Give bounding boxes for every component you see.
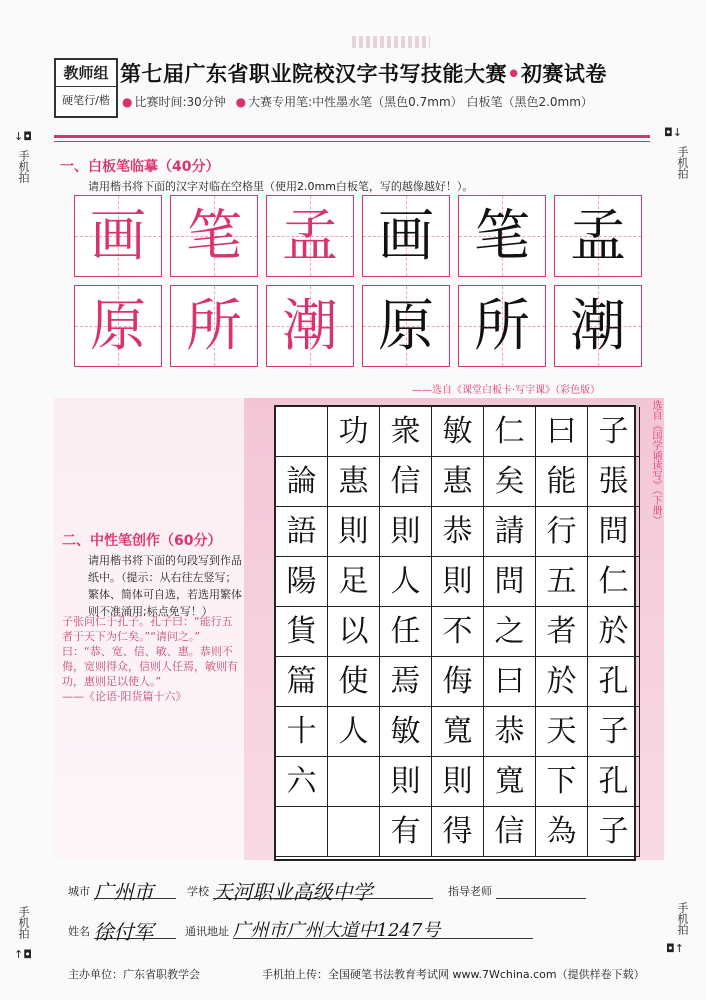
grid-cell[interactable]: 語 — [276, 507, 328, 557]
section2-title: 二、中性笔创作（60分） — [62, 533, 222, 549]
teacher-field[interactable] — [496, 876, 586, 899]
grid-cell[interactable]: 仁 — [588, 557, 640, 607]
grid-cell[interactable]: 五 — [536, 557, 588, 607]
grid-cell[interactable]: 能 — [536, 457, 588, 507]
grid-cell[interactable]: 則 — [328, 507, 380, 557]
grid-cell[interactable]: 篇 — [276, 657, 328, 707]
camera-icon: ◘↓ — [664, 126, 682, 139]
info-row — [68, 916, 533, 944]
grid-cell[interactable]: 行 — [536, 507, 588, 557]
section1-title: 一、白板笔临摹（40分） — [60, 159, 220, 175]
grid-cell[interactable]: 以 — [328, 607, 380, 657]
page-title — [120, 58, 607, 88]
side-label-right-bottom: 手机拍 — [676, 902, 689, 935]
grid-cell[interactable]: 之 — [484, 607, 536, 657]
writing-grid[interactable] — [274, 405, 636, 861]
grid-cell[interactable]: 者 — [536, 607, 588, 657]
time-text: 比赛时间:30分钟 — [134, 95, 226, 109]
grid-cell[interactable]: 曰 — [536, 407, 588, 457]
grid-cell[interactable]: 人 — [380, 557, 432, 607]
grid-cell[interactable]: 則 — [380, 507, 432, 557]
grid-cell[interactable]: 焉 — [380, 657, 432, 707]
grid-cell[interactable]: 曰 — [484, 657, 536, 707]
side-label-left-top: 手机拍 — [17, 150, 30, 183]
grid-cell[interactable]: 問 — [484, 557, 536, 607]
name-label: 姓名 — [68, 925, 90, 938]
camera-icon: ◘↑ — [666, 942, 684, 955]
grid-cell[interactable]: 信 — [484, 807, 536, 857]
grid-cell[interactable]: 不 — [432, 607, 484, 657]
camera-icon: ↑◘ — [14, 948, 32, 961]
grid-cell[interactable]: 天 — [536, 707, 588, 757]
city-field[interactable] — [93, 876, 176, 904]
grid-cell[interactable]: 則 — [380, 757, 432, 807]
grid-cell[interactable]: 子 — [588, 407, 640, 457]
side-label-left-bottom: 手机拍 — [17, 906, 30, 939]
grid-cell[interactable]: 為 — [536, 807, 588, 857]
grid-cell[interactable]: 侮 — [432, 657, 484, 707]
copy-cell[interactable]: 画 — [362, 195, 450, 277]
grid-cell[interactable]: 恭 — [484, 707, 536, 757]
grid-cell[interactable]: 十 — [276, 707, 328, 757]
pen-text: 大赛专用笔:中性墨水笔（黑色0.7mm） 白板笔（黑色2.0mm） — [248, 95, 593, 109]
exam-info — [122, 93, 593, 110]
grid-cell[interactable]: 子 — [588, 707, 640, 757]
address-value: 广州市广州大道中1247号 — [232, 920, 441, 941]
footer-upload: 手机拍上传：全国硬笔书法教育考试网 www.7Wchina.com（提供样卷下载） — [262, 968, 645, 981]
copy-grid — [74, 195, 644, 375]
grid-cell[interactable]: 矣 — [484, 457, 536, 507]
divider — [54, 141, 650, 142]
name-field[interactable] — [93, 916, 176, 944]
grid-cell[interactable]: 下 — [536, 757, 588, 807]
sample-cell: 笔 — [170, 195, 258, 277]
sample-cell: 孟 — [266, 195, 354, 277]
grid-cell[interactable]: 問 — [588, 507, 640, 557]
grid-cell[interactable]: 衆 — [380, 407, 432, 457]
grid-cell[interactable] — [328, 757, 380, 807]
name-value: 徐付军 — [93, 920, 154, 944]
grid-cell[interactable] — [328, 807, 380, 857]
grid-cell[interactable]: 恭 — [432, 507, 484, 557]
divider — [54, 135, 650, 138]
side-label-right-top: 手机拍 — [676, 146, 689, 179]
copy-cell[interactable]: 原 — [362, 285, 450, 367]
section2-right-source: 选自《国学诵读写》（下册） — [650, 400, 661, 525]
grid-cell[interactable]: 陽 — [276, 557, 328, 607]
grid-cell[interactable]: 人 — [328, 707, 380, 757]
school-field[interactable] — [212, 876, 433, 904]
quote-body: 子张问仁于孔子。孔子曰：“能行五者于天下为仁矣。”“请问之。” 曰：“恭、宽、信、敏、惠。恭则不侮，宽则得众，信则人任焉，敏则有功，惠则足以使人。” — [62, 615, 238, 688]
group-label: 教师组 — [56, 60, 116, 87]
grid-cell[interactable]: 貨 — [276, 607, 328, 657]
grid-cell[interactable]: 寬 — [432, 707, 484, 757]
section1-source: ——选自《课堂白板卡·写字课》（彩色版） — [412, 385, 601, 396]
grid-cell[interactable]: 於 — [588, 607, 640, 657]
sample-cell: 潮 — [266, 285, 354, 367]
grid-cell[interactable]: 則 — [432, 757, 484, 807]
school-value: 天河职业高级中学 — [212, 880, 373, 904]
bullet-icon: ● — [235, 95, 247, 109]
sample-cell: 画 — [74, 195, 162, 277]
grid-cell[interactable]: 惠 — [432, 457, 484, 507]
footer-organizer: 主办单位：广东省职教学会 — [68, 968, 200, 981]
grid-cell[interactable]: 寬 — [484, 757, 536, 807]
sample-cell: 原 — [74, 285, 162, 367]
quote-text — [62, 614, 238, 704]
grid-cell[interactable]: 功 — [328, 407, 380, 457]
teacher-label: 指导老师 — [448, 885, 492, 898]
address-field[interactable] — [233, 916, 533, 939]
grid-cell[interactable] — [276, 407, 328, 457]
bullet-icon: ● — [122, 95, 133, 109]
school-label: 学校 — [187, 885, 209, 898]
grid-cell[interactable]: 於 — [536, 657, 588, 707]
section1-instruction: 请用楷书将下面的汉字对临在空格里（使用2.0mm白板笔，写的越像越好！）。 — [88, 180, 474, 193]
camera-icon: ↓◘ — [14, 130, 32, 143]
title-suffix: 初赛试卷 — [520, 62, 607, 86]
city-value: 广州市 — [93, 880, 154, 904]
grid-cell[interactable]: 子 — [588, 807, 640, 857]
grid-cell[interactable]: 得 — [432, 807, 484, 857]
address-label: 通讯地址 — [185, 925, 229, 938]
grid-cell[interactable]: 敏 — [432, 407, 484, 457]
grid-cell[interactable]: 使 — [328, 657, 380, 707]
grid-cell[interactable]: 仁 — [484, 407, 536, 457]
section2-instruction: 请用楷书将下面的句段写到作品纸中。（提示：从右往左竖写；繁体、简体可自选，若选用繁体则不准涌用;标点免写！） — [88, 554, 242, 618]
quote-source: ——《论语·阳货篇十六》 — [62, 690, 187, 703]
group-box — [54, 58, 118, 118]
copy-cell[interactable]: 所 — [458, 285, 546, 367]
copy-cell[interactable]: 笔 — [458, 195, 546, 277]
grid-cell[interactable]: 論 — [276, 457, 328, 507]
stamp-mark — [352, 36, 430, 48]
grid-cell[interactable]: 張 — [588, 457, 640, 507]
title-main: 第七届广东省职业院校汉字书写技能大赛 — [120, 62, 507, 86]
grid-cell[interactable]: 敏 — [380, 707, 432, 757]
title-dot: • — [507, 62, 521, 86]
group-sub: 硬笔行/楷 — [62, 94, 110, 107]
city-label: 城市 — [68, 885, 90, 898]
grid-cell[interactable]: 孔 — [588, 657, 640, 707]
grid-cell[interactable]: 則 — [432, 557, 484, 607]
grid-cell[interactable]: 足 — [328, 557, 380, 607]
info-row — [68, 876, 586, 904]
grid-cell[interactable]: 任 — [380, 607, 432, 657]
copy-cell[interactable]: 孟 — [554, 195, 642, 277]
grid-cell[interactable]: 六 — [276, 757, 328, 807]
grid-cell[interactable]: 信 — [380, 457, 432, 507]
grid-cell[interactable]: 惠 — [328, 457, 380, 507]
copy-cell[interactable]: 潮 — [554, 285, 642, 367]
grid-cell[interactable] — [276, 807, 328, 857]
sample-cell: 所 — [170, 285, 258, 367]
grid-cell[interactable]: 孔 — [588, 757, 640, 807]
grid-cell[interactable]: 有 — [380, 807, 432, 857]
grid-cell[interactable]: 請 — [484, 507, 536, 557]
